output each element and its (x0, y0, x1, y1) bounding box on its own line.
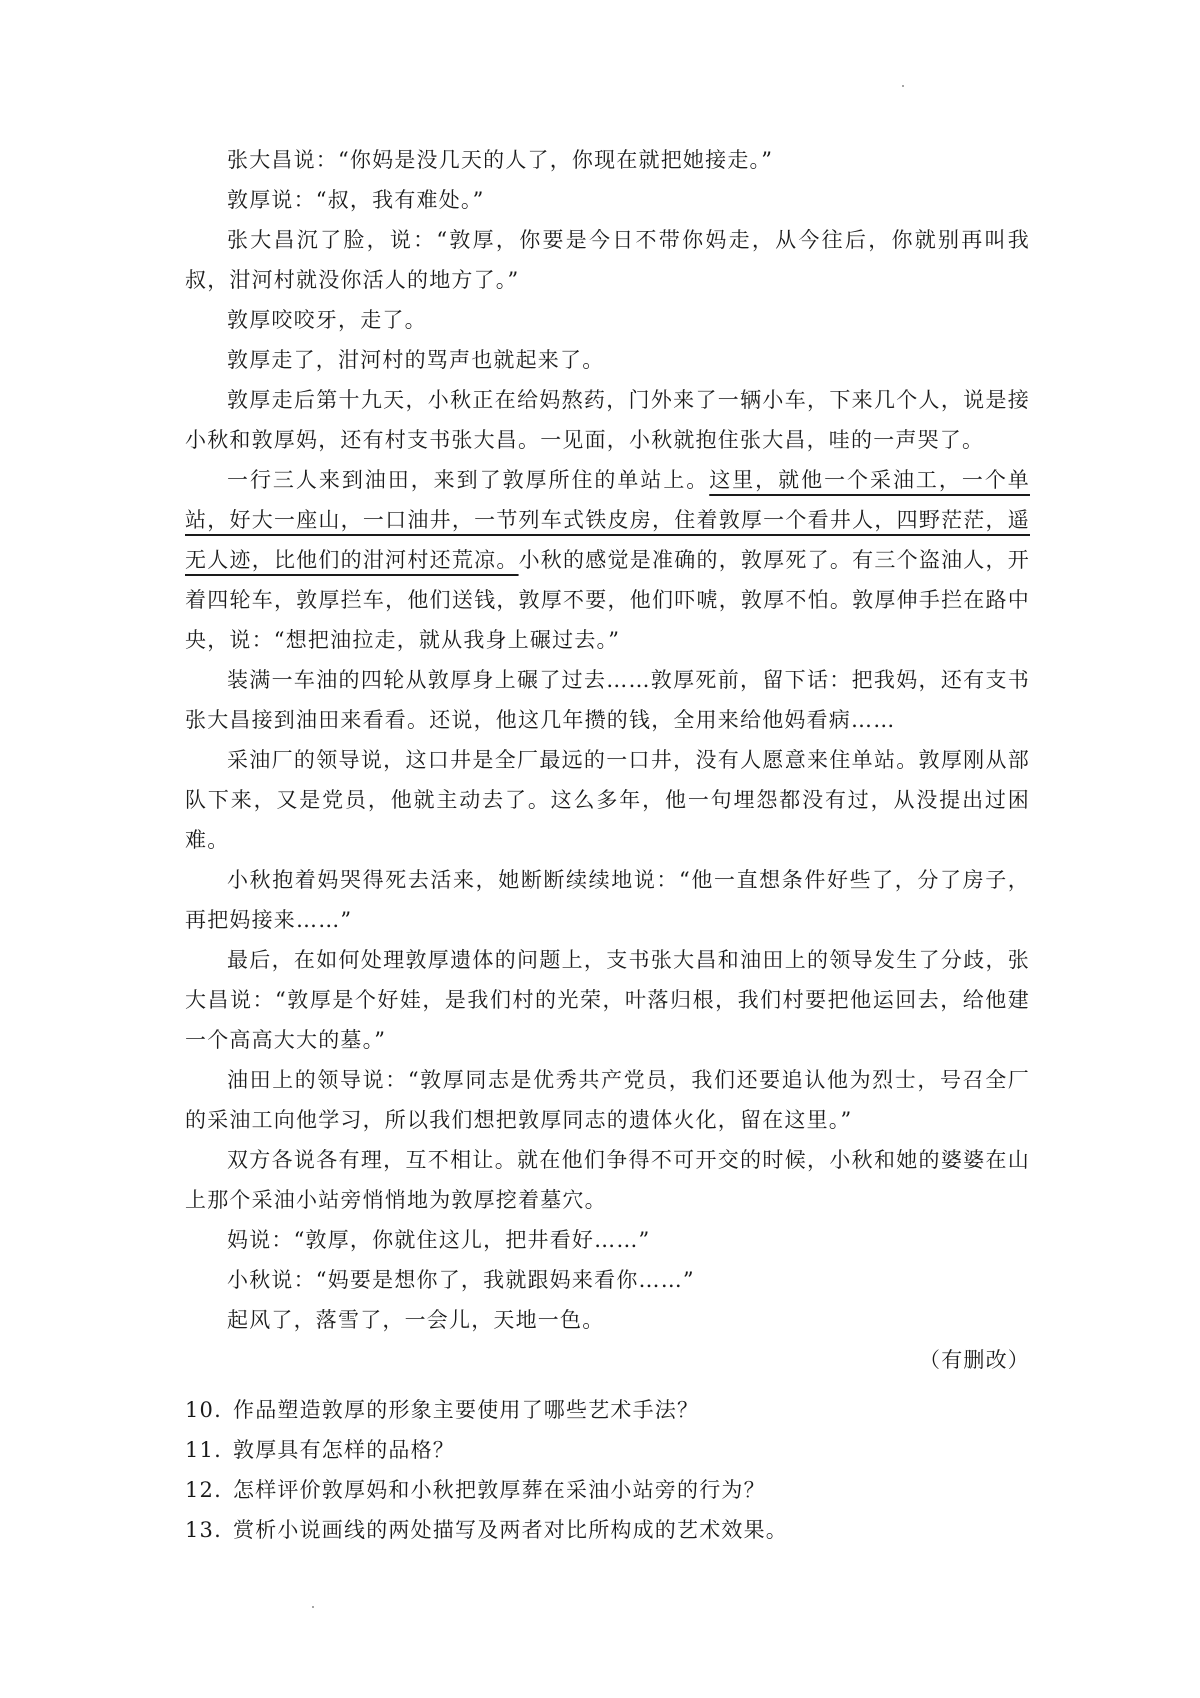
question-number: 13. (185, 1518, 222, 1542)
paragraph-text: 小秋抱着妈哭得死去活来，她断断续续地说：“他一直想条件好些了，分了房子，再把妈接来……” (185, 868, 1030, 932)
question-number: 12. (185, 1478, 222, 1502)
story-paragraph (185, 380, 1030, 460)
paragraph-text: 敦厚说：“叔，我有难处。” (227, 188, 485, 212)
story-paragraph (185, 1300, 1030, 1340)
paragraph-text: 妈说：“敦厚，你就住这儿，把井看好……” (227, 1228, 651, 1252)
question-number: 11. (185, 1438, 222, 1462)
story-paragraph (185, 1060, 1030, 1140)
scan-speck (902, 85, 904, 87)
paragraph-text: 张大昌沉了脸，说：“敦厚，你要是今日不带你妈走，从今往后，你就别再叫我叔，泔河村就没你活人的地方了。” (185, 228, 1030, 292)
question-text: 作品塑造敦厚的形象主要使用了哪些艺术手法？ (233, 1398, 700, 1422)
question-text: 敦厚具有怎样的品格？ (233, 1438, 455, 1462)
paragraph-text: 敦厚走了，泔河村的骂声也就起来了。 (227, 348, 605, 372)
story-body (185, 140, 1030, 1380)
question-item (185, 1430, 1030, 1470)
story-paragraph (185, 460, 1030, 660)
story-paragraph (185, 740, 1030, 860)
paragraph-text: 小秋的感觉是准确的，敦厚死了。有三个盗油人，开着四轮车，敦厚拦车，他们送钱，敦厚不要，他们吓唬，敦厚不怕。敦厚伸手拦在路中央，说：“想把油拉走，就从我身上碾过去。” (185, 548, 1030, 652)
paragraph-text: 采油厂的领导说，这口井是全厂最远的一口井，没有人愿意来住单站。敦厚刚从部队下来，又是党员，他就主动去了。这么多年，他一句埋怨都没有过，从没提出过困难。 (185, 748, 1030, 852)
story-paragraph (185, 340, 1030, 380)
paragraph-text: 小秋说：“妈要是想你了，我就跟妈来看你……” (227, 1268, 695, 1292)
underlined-passage: 这里，就他一个采油工，一个单站，好大一座山，一口油井，一节列车式铁皮房，住着敦厚一个看井人，四野茫茫，遥无人迹，比他们的泔河村还荒凉。 (185, 468, 1030, 572)
paragraph-text: 敦厚走后第十九天，小秋正在给妈熬药，门外来了一辆小车，下来几个人，说是接小秋和敦厚妈，还有村支书张大昌。一见面，小秋就抱住张大昌，哇的一声哭了。 (185, 388, 1030, 452)
story-paragraph (185, 220, 1030, 300)
paragraph-text: 一行三人来到油田，来到了敦厚所住的单站上。 (227, 468, 710, 492)
paragraph-text: 装满一车油的四轮从敦厚身上碾了过去……敦厚死前，留下话：把我妈，还有支书张大昌接到油田来看看。还说，他这几年攒的钱，全用来给他妈看病…… (185, 668, 1030, 732)
story-paragraph (185, 300, 1030, 340)
paragraph-text: 最后，在如何处理敦厚遗体的问题上，支书张大昌和油田上的领导发生了分歧，张大昌说：“敦厚是个好娃，是我们村的光荣，叶落归根，我们村要把他运回去，给他建一个高高大大的墓。” (185, 948, 1030, 1052)
question-item (185, 1470, 1030, 1510)
question-text: 怎样评价敦厚妈和小秋把敦厚葬在采油小站旁的行为？ (233, 1478, 766, 1502)
story-paragraph (185, 660, 1030, 740)
story-paragraph (185, 860, 1030, 940)
question-text: 赏析小说画线的两处描写及两者对比所构成的艺术效果。 (233, 1518, 788, 1542)
question-number: 10. (185, 1398, 222, 1422)
paragraph-text: 起风了，落雪了，一会儿，天地一色。 (227, 1308, 605, 1332)
source-note: （有删改） (919, 1348, 1030, 1372)
question-list (185, 1390, 1030, 1550)
story-paragraph (185, 140, 1030, 180)
question-item (185, 1510, 1030, 1550)
story-paragraph (185, 180, 1030, 220)
paragraph-text: 张大昌说：“你妈是没几天的人了，你现在就把她接走。” (227, 148, 774, 172)
scan-speck (312, 1606, 314, 1608)
story-paragraph (185, 1140, 1030, 1220)
paragraph-text: 双方各说各有理，互不相让。就在他们争得不可开交的时候，小秋和她的婆婆在山上那个采油小站旁悄悄地为敦厚挖着墓穴。 (185, 1148, 1030, 1212)
question-item (185, 1390, 1030, 1430)
paragraph-text: 敦厚咬咬牙，走了。 (227, 308, 427, 332)
story-paragraph (185, 1220, 1030, 1260)
story-paragraph (185, 940, 1030, 1060)
paragraph-text: 油田上的领导说：“敦厚同志是优秀共产党员，我们还要追认他为烈士，号召全厂的采油工向他学习，所以我们想把敦厚同志的遗体火化，留在这里。” (185, 1068, 1030, 1132)
story-paragraph (185, 1260, 1030, 1300)
